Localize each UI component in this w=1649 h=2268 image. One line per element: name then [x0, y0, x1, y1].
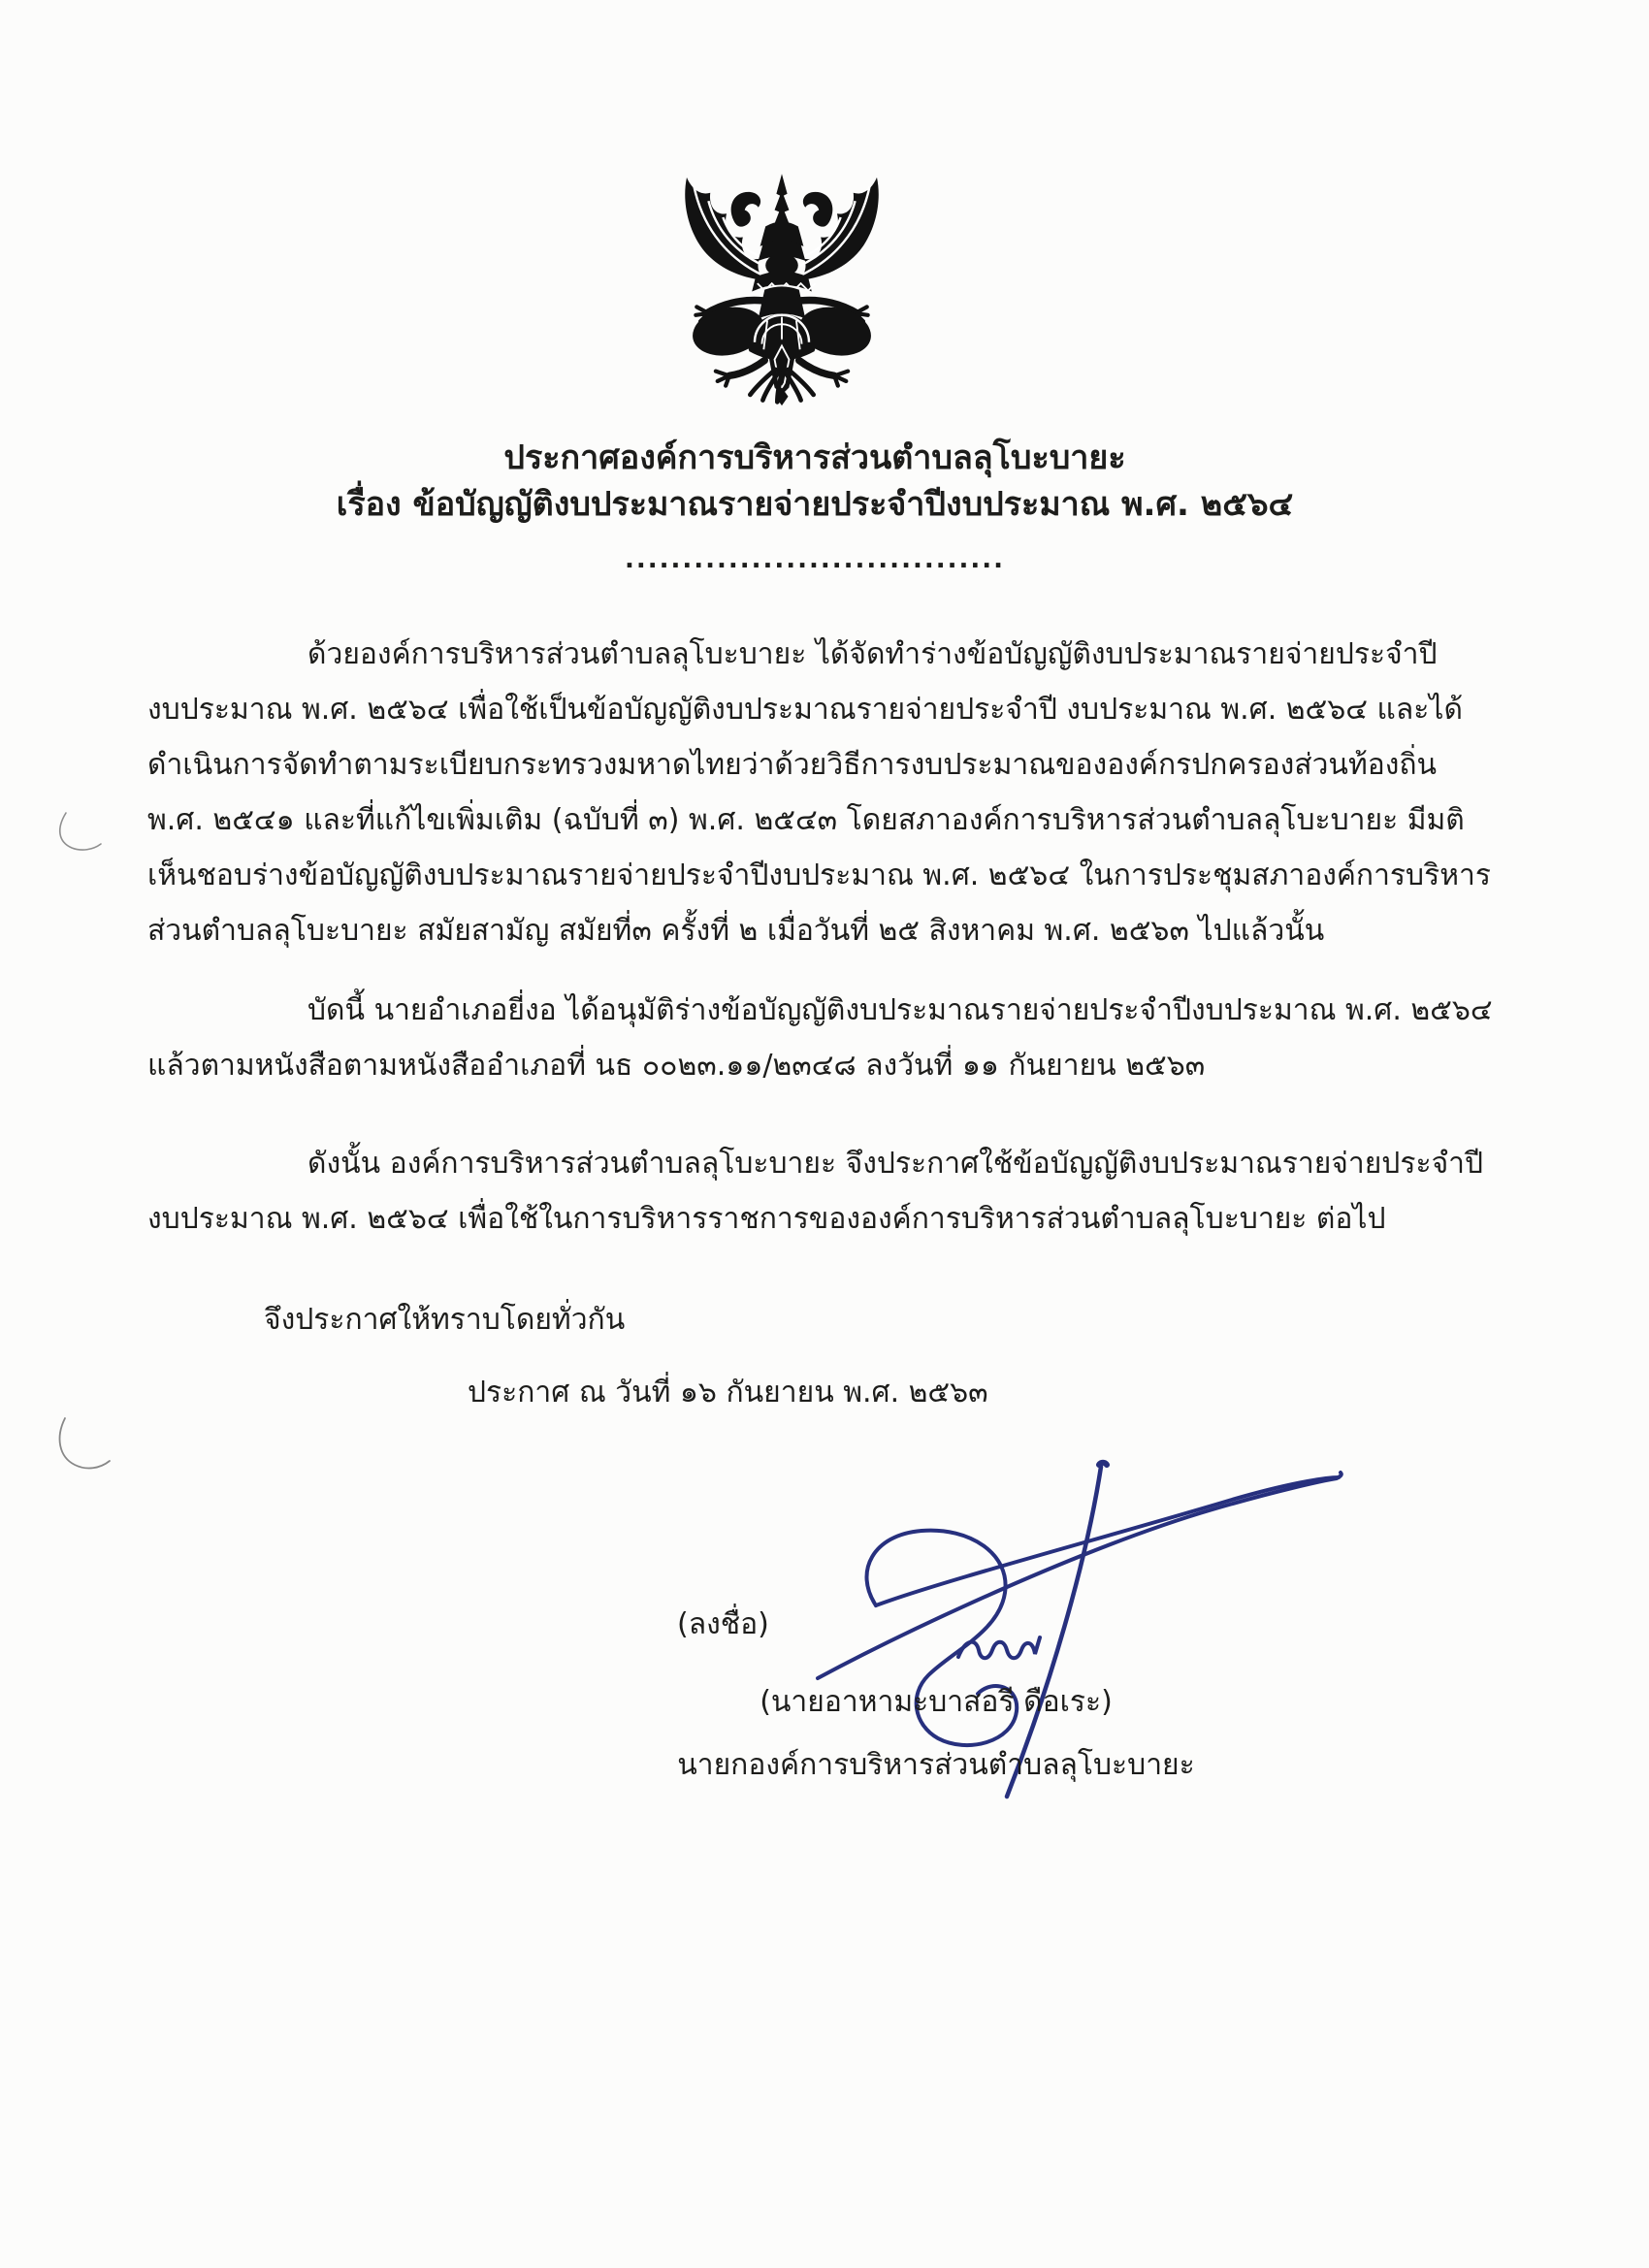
signer-title: นายกองค์การบริหารส่วนตำบลลุโบะบายะ	[677, 1748, 1195, 1782]
title-block	[0, 435, 1630, 574]
paragraph-line: งบประมาณ พ.ศ. ๒๕๖๔ เพื่อใช้เป็นข้อบัญญัติงบประมาณรายจ่ายประจำปี งบประมาณ พ.ศ. ๒๕๖๔ และได้	[147, 693, 1463, 727]
promulgation-date-line: ประกาศ ณ วันที่ ๑๖ กันยายน พ.ศ. ๒๕๖๓	[468, 1376, 988, 1409]
signature-label: (ลงชื่อ)	[677, 1607, 769, 1641]
paragraph-line: พ.ศ. ๒๕๔๑ และที่แก้ไขเพิ่มเติม (ฉบับที่ ๓) พ.ศ. ๒๕๔๓ โดยสภาองค์การบริหารส่วนตำบลลุโบะบายะ มีมติ	[147, 803, 1465, 837]
body-paragraph-2	[147, 983, 1535, 1093]
scan-artifact-mark	[44, 1407, 150, 1494]
paragraph-line: ดังนั้น องค์การบริหารส่วนตำบลลุโบะบายะ จึงประกาศใช้ข้อบัญญัติงบประมาณรายจ่ายประจำปี	[307, 1147, 1484, 1181]
closing-line: จึงประกาศให้ทราบโดยทั่วกัน	[264, 1303, 626, 1337]
signer-name: (นายอาหามะบาสอรี ดือเระ)	[760, 1685, 1113, 1719]
body-paragraph-1	[147, 627, 1535, 958]
dotted-divider: .................................	[625, 545, 1005, 574]
paragraph-line: ดำเนินการจัดทำตามระเบียบกระทรวงมหาดไทยว่าด้วยวิธีการงบประมาณขององค์กรปกครองส่วนท้องถิ่น	[147, 748, 1438, 782]
announcement-subject-line: เรื่อง ข้อบัญญัติงบประมาณรายจ่ายประจำปีงบประมาณ พ.ศ. ๒๕๖๔	[336, 485, 1294, 524]
paragraph-line: ส่วนตำบลลุโบะบายะ สมัยสามัญ สมัยที่๓ ครั้งที่ ๒ เมื่อวันที่ ๒๕ สิงหาคม พ.ศ. ๒๕๖๓ ไปแล้วนั้น	[147, 914, 1325, 948]
paragraph-line: งบประมาณ พ.ศ. ๒๕๖๔ เพื่อใช้ในการบริหารราชการขององค์การบริหารส่วนตำบลลุโบะบายะ ต่อไป	[147, 1202, 1386, 1236]
announcement-org-title: ประกาศองค์การบริหารส่วนตำบลลุโบะบายะ	[503, 438, 1126, 477]
garuda-emblem-icon	[676, 163, 888, 407]
paragraph-line: เห็นชอบร่างข้อบัญญัติงบประมาณรายจ่ายประจำปีงบประมาณ พ.ศ. ๒๕๖๔ ในการประชุมสภาองค์การบริหาร	[147, 859, 1491, 892]
scan-artifact-mark	[39, 795, 136, 873]
paragraph-line: ด้วยองค์การบริหารส่วนตำบลลุโบะบายะ ได้จัดทำร่างข้อบัญญัติงบประมาณรายจ่ายประจำปี	[307, 637, 1438, 671]
paragraph-line: แล้วตามหนังสือตามหนังสืออำเภอที่ นธ ๐๐๒๓.๑๑/๒๓๔๘ ลงวันที่ ๑๑ กันยายน ๒๕๖๓	[147, 1049, 1206, 1083]
paragraph-line: บัดนี้ นายอำเภอยี่งอ ได้อนุมัติร่างข้อบัญญัติงบประมาณรายจ่ายประจำปีงบประมาณ พ.ศ. ๒๕๖๔	[307, 993, 1493, 1027]
body-paragraph-3	[147, 1136, 1535, 1247]
